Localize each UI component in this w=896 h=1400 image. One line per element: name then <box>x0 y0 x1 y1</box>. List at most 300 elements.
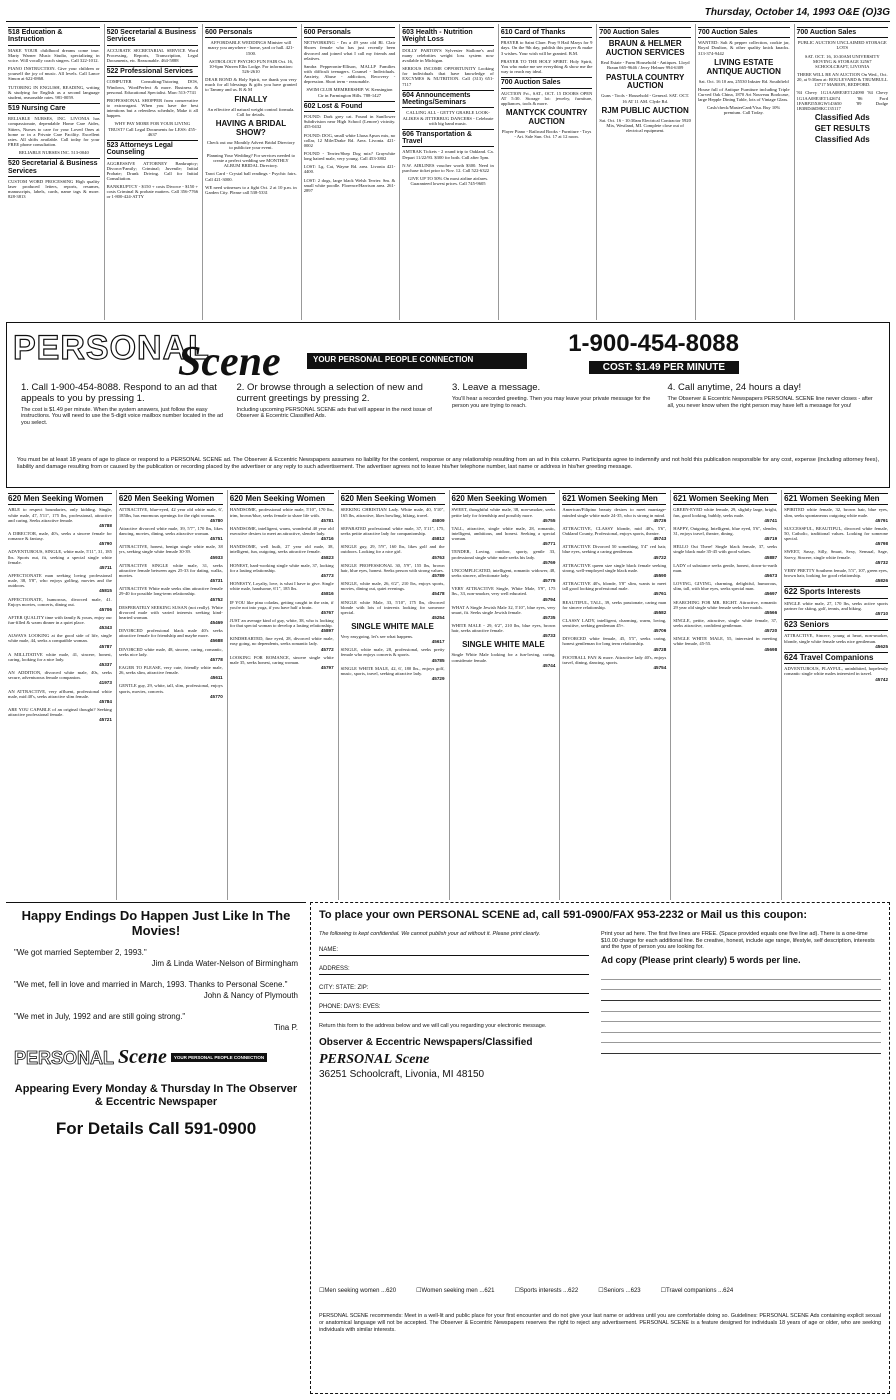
classified-ad: House full of Antique Furniture including Triple Curved Oak China, 1870 Art Nouveau Bookcase, large Hepple Dining Table, lots of Vintage Glass. <box>697 86 790 103</box>
personal-ad: HANDSOME, intelligent, warm, wonderful 40 year old executive desires to meet an attractive, slender lady. 45716 <box>229 525 334 542</box>
personal-listings <box>6 490 890 900</box>
personal-ad: UNCOMPLICATED, intelligent, romantic widower, 48, seeks sincere, affectionate lady. 45775 <box>451 567 556 584</box>
classified-ad: SAT. OCT. 16, 10:30AM UNIVERSITY MOVING & STORAGE 32567 SCHOOLCRAFT, LIVONIA <box>804 53 880 69</box>
personal-scene-mini-logo <box>14 1045 298 1071</box>
address-field[interactable]: ADDRESS: <box>319 966 589 975</box>
mailbox-code: 45728 <box>653 646 667 652</box>
mailbox-code: 45566 <box>764 609 778 615</box>
ad-headline: SINGLE WHITE MALE <box>351 622 434 632</box>
personal-scene-banner <box>6 322 890 488</box>
mailbox-code: 45741 <box>764 517 778 523</box>
classified-ad: PRAYER to Saint Clare. Pray 9 Hail Marys for 9 days. On the 9th day, publish this prayer & make 3 wishes. Your wish will be granted. B.M. <box>500 40 593 56</box>
personal-ad: ATTRACTIVE, CLASSY blonde, mid 40's, 5'6", Oakland County, Professional, enjoys sports, theatre. 45743 <box>562 525 667 542</box>
personal-ad: DIVORCED white male, 48, sincere, caring, romantic, seeks nice lady. 45778 <box>118 646 223 662</box>
classified-ad: Sat. Oct. 16 10 am, 25530 Inkster Rd. Southfield <box>698 78 789 84</box>
personal-ad: AN ADDITION, divorced white male, 40s, seeks secure, adventurous female companion. 41973 <box>8 670 112 686</box>
column-auction-b <box>695 24 792 320</box>
personal-ad: LOOKING FOR ROMANCE, sincere single white male 35, seeks honest, caring woman. 45797 <box>229 654 334 671</box>
classified-ad: NETWORKING - I'm a 49 year old Bl. Clair Shores female who has just recently been divorced and joined what I call my friends and relatives. <box>303 40 396 61</box>
listing-column-3 <box>227 490 336 900</box>
step-title: 1. Call 1-900-454-8088. Respond to an ad that appeals to you by pressing 1. <box>21 382 217 404</box>
personal-ad: ALWAYS LOOKING at the good side of life, single white male, 44, seeks a compatible woman. 45787 <box>8 633 112 649</box>
happy-endings-box <box>6 902 306 1394</box>
personal-scene-logo <box>13 329 281 385</box>
column-personals-b <box>301 24 398 320</box>
mailbox-code: 45769 <box>542 559 556 565</box>
mailbox-code: 45752 <box>209 596 223 602</box>
step-title: 4. Call anytime, 24 hours a day! <box>667 382 802 393</box>
personal-ad: Single White Male looking for a fun-loving, caring, considerate female. 45744 <box>451 652 556 668</box>
classified-ad: FOUND - Terrier/Shep Dog mix? Graywhite long haired male, very young. Call 453-3802 <box>303 150 396 162</box>
personal-ad: HELLO Out There! Single black female, 37, seeks single black male 35-45 with good values. 45887 <box>673 544 778 560</box>
column-thanks <box>498 24 595 320</box>
mailbox-code: 45775 <box>542 578 556 584</box>
mailbox-code: 45731 <box>209 578 223 584</box>
mailbox-code: 45673 <box>764 572 778 578</box>
classified-ad: COMPUTER Consulting/Tutoring DOS, Windows, WordPerfect & more. Business & personal. Educational Specialist. Marc 513-7741 <box>106 79 199 95</box>
personal-ad: JUST an average kind of guy, white, 38, who is looking for that special woman to develop a lasting relationship. 45897 <box>229 617 334 634</box>
personal-ad: DIVORCED white female, 45, 5'5", seeks caring, honest gentleman for long term relationship. 45728 <box>562 636 667 652</box>
personal-ad: LOVING, GIVING, charming, delightful, humorous, slim, tall, with blue eyes, seeks special man. 45697 <box>673 581 778 597</box>
mailbox-code: 45791 <box>875 517 888 523</box>
step-desc: The Observer & Eccentric Newspapers PERSONAL SCENE line never closes - after all, you never know when the right person may have left a message for you! <box>667 395 873 409</box>
mailbox-code: 45729 <box>431 676 445 681</box>
mailbox-code: 45787 <box>99 643 112 649</box>
classified-ad: CUSTOM WORD PROCESSING High quality laser produced letters, reports, resumes, manuscripts, labels, cards, name tags & more. 828-3813 <box>8 178 100 200</box>
category-heading: 620 Men Seeking Women <box>341 493 445 505</box>
classified-ad: Planning Your Wedding? For services needed to create a perfect wedding see MONTHLY ALBUM BRIDAL Directory. <box>206 153 296 169</box>
column-health <box>399 24 496 320</box>
checkbox-women-seeking-men[interactable]: ☐ Women seeking men ...621 <box>416 1288 494 1295</box>
personal-ad: SINGLE, petite, attractive, single white female, 37, seeks attractive, confident gentleman. 45720 <box>673 617 778 634</box>
ad-headline: FINALLY <box>234 94 268 104</box>
ad-headline: RJM PUBLIC AUCTION <box>601 105 689 115</box>
personal-ad: SEEKING CHRISTIAN Lady. White male, 40, 5'10", 165 lbs, attractive, likes bowling, biking, travel. 45809 <box>340 507 445 523</box>
classified-ad: BANKRUPTCY - $150 + costs Divorce - $150 + costs Criminal & probate matters. Call 356-7766 or 1-800-424-ATTY <box>106 184 199 200</box>
testimonial-author: Tina P. <box>273 1022 298 1032</box>
coupon-contact-section <box>319 931 589 1080</box>
mailbox-code: 45343 <box>99 625 112 631</box>
step-2 <box>237 383 445 443</box>
mailbox-code: 45711 <box>99 564 112 570</box>
checkbox-men-seeking-women[interactable]: ☐ Men seeking women ...620 <box>319 1288 396 1295</box>
personal-ad: ADVENTUROUS, PLAYFUL, uninhibited, hopelessly romantic single white males interested in travel. 45742 <box>784 666 888 682</box>
category-heading: 620 Men Seeking Women <box>230 493 334 505</box>
classified-ad: SERIOUS INCOME OPPORTUNITY Looking for individuals that have knowledge of EXCYMES & NUTRITION. Call (313) 651-7117 <box>402 66 494 87</box>
testimonial-quote: "We met, fell in love and married in March, 1993. Thanks to Personal Scene." <box>14 979 288 989</box>
classified-ad: WHY PAY MORE FOR YOUR LIVING TRUST? Call Legal Documents for LESS: 455-4637 <box>108 121 197 137</box>
personal-ad: SINGLE WHITE MALE, 42, 6', 180 lbs., enjoys golf, music, sports, travel, seeking attractive lady. 45729 <box>340 665 445 681</box>
testimonial-quote: "We met in July, 1992 and are still going strong." <box>14 1011 186 1021</box>
mailbox-code: 45778 <box>209 656 223 662</box>
ad-headline: Classified Ads <box>814 113 870 123</box>
category-heading: 603 Health - Nutrition Weight Loss <box>402 27 494 46</box>
personal-ad: Very easygoing, let's see what happens. 45617 <box>340 634 445 645</box>
classified-ad: RELIABLE NURSES, INC. LIVONIA has compassionate, dependable Home Care Aides, Sitters, Nurses to care for your Loved Ones at home or in a Private Care Facility. Excellent rates. All shifts available. Call today for your FREE phone consultation. <box>8 116 100 147</box>
classified-ad: MAKE YOUR childhood dreams come true. Marty Warner Music Studio, specializing in voice. Will vocally coach singers. Call 322-1012. <box>8 47 100 63</box>
logo-personal: PERSONAL <box>13 329 210 367</box>
classified-ad: LOST: Lg. Cat, Wayne Rd. area. Livonia 421-4400. <box>303 164 396 175</box>
personal-ad: ADVENTUROUS, SINGLE, white male, 5'11", 31, 185 lbs. Sports nut, fit, seeking a special single white female. 45711 <box>8 549 112 570</box>
mailbox-code: 45788 <box>99 522 112 528</box>
mailbox-code: 45735 <box>542 614 556 620</box>
details-phone[interactable]: For Details Call 591-0900 <box>55 1118 257 1138</box>
coupon-ad-copy-section <box>601 931 881 1059</box>
mailbox-code: 45772 <box>320 646 334 652</box>
mailbox-code: 45887 <box>764 554 778 560</box>
classified-ad: Check out our Monthly Advert Bridal Directory to publicize your event. <box>206 139 295 150</box>
mailbox-code: 45761 <box>653 591 667 597</box>
mailbox-code: 45789 <box>431 572 445 578</box>
personal-ad: ATTRACTIVE Divorced 50 something, 5'4" red hair, blue eyes, seeking a caring gentleman. 45722 <box>562 544 667 560</box>
ad-headline: HAVING A BRIDAL SHOW? <box>215 118 287 137</box>
category-heading: 623 Seniors <box>784 619 888 631</box>
mailbox-code: 45771 <box>542 541 556 547</box>
mailbox-code: 45710 <box>875 610 888 616</box>
mailbox-code: 45590 <box>653 572 667 578</box>
classified-ad: RELIABLE NURSES INC. 513-0040 <box>18 150 89 156</box>
category-heading: 700 Auction Sales <box>599 27 691 38</box>
classified-ad: AGGRESSIVE ATTORNEY Bankruptcy; Divorce/Family; Criminal; Juvenile; Initial Probate; Drunk Driving. Call for Initial Consultation. <box>106 160 199 181</box>
classified-ad: THERE WILL BE AN AUCTION On Wed., Oct. 20, at 9:30am at: BOULEVARD & TRUMBULL 13717 MARION, REDFORD. <box>796 72 888 88</box>
classified-ad: Guns - Tools - Household - General. SAT. OCT. 16 AT 11 AM. Clyde Rd. <box>601 93 690 104</box>
personal-ad: SUCCESSFUL, BEAUTIFUL, divorced white female, 50, Catholic, traditional values. Looking for someone special. 45798 <box>784 525 888 547</box>
phone-field[interactable]: PHONE: DAYS: EVES: <box>319 1004 589 1013</box>
personal-ad: LADY of substance seeks gentle, honest, down-to-earth man. 45673 <box>673 562 778 578</box>
mailbox-code: 45254 <box>431 614 445 620</box>
ad-headline: GET RESULTS <box>814 123 870 133</box>
personal-ad: SINGLE, white male, 26, 6'2", 210 lbs, enjoys sports, movies, dining out, quiet evenings. 45478 <box>340 581 445 597</box>
classified-ad: ACCURATE SECRETARIAL SERVICE Word Processing, Reports, Transcription, Legal Documents, etc. Reasonable. 464-5888 <box>106 47 199 63</box>
category-checkboxes <box>319 1288 881 1295</box>
header-dateline: Thursday, October 14, 1993 O&E (O)3G <box>704 6 890 18</box>
classified-ad: AFFORDABLE WEDDINGS Minister will marry you anywhere - home, yard or hall. 421-1500. <box>207 40 295 56</box>
ad-headline: LIVING ESTATE ANTIQUE AUCTION <box>706 57 781 76</box>
category-heading: 523 Attorneys Legal Counseling <box>107 140 199 159</box>
personal-ad: HANDSOME, well built, 27 year old male, 38, intelligent, fun, outgoing, seeks attractive female. 45823 <box>229 544 334 560</box>
mailbox-code: 45751 <box>209 536 223 542</box>
listing-column-2 <box>116 490 225 900</box>
listing-column-8 <box>781 490 890 900</box>
column-auction-a <box>596 24 693 320</box>
mailbox-code: 45754 <box>653 665 667 671</box>
column-auction-c <box>794 24 891 320</box>
personal-ad: VERY PRETTY Southern female, 5'3", 107, green eyes, brown hair, looking for good relationship. 45826 <box>784 567 888 584</box>
classified-ad: WANTED: Salt & pepper collection, cookie jar, Royal Doulton, & other quality knick knacks. 313-374-9442 <box>697 40 790 56</box>
category-heading: 522 Professional Services <box>107 66 199 77</box>
mailbox-code: 45722 <box>653 554 667 560</box>
checkbox-sports-interests[interactable]: ☐ Sports interests ...622 <box>514 1288 578 1295</box>
personal-ad: FOOTBALL FAN & more. Attractive lady 40's, enjoys travel, dining, dancing, sports. 45754 <box>562 654 667 671</box>
mailbox-code: 45897 <box>320 628 334 634</box>
category-heading: 606 Transportation & Travel <box>402 129 494 148</box>
classified-ad: WE need witnesses to a fight Oct. 2 at 10 p.m. in Garden City. Please call 538-5331 <box>205 184 297 195</box>
mailbox-code: 45933 <box>209 554 223 560</box>
publisher-personal-scene: PERSONAL Scene <box>319 1051 430 1067</box>
mailbox-code: 45797 <box>320 665 334 671</box>
category-heading: 602 Lost & Found <box>304 101 396 112</box>
happy-endings-title: Happy Endings Do Happen Just Like In The Movies! <box>21 908 291 938</box>
mini-logo-scene: Scene <box>118 1046 167 1069</box>
step-desc: You'll hear a recorded greeting. Then you may leave your private message for the person you are trying to reach. <box>452 395 651 409</box>
mailbox-code: 45794 <box>542 596 556 602</box>
mailbox-code: 45721 <box>99 717 112 723</box>
category-heading: 621 Women Seeking Men <box>673 493 777 505</box>
checkbox-seniors[interactable]: ☐ Seniors ...623 <box>598 1288 640 1295</box>
classified-ad: GIVE UP TO 50% On most airline airfares. Guaranteed lowest prices. Call 745-9605 <box>407 176 489 187</box>
classified-ad: PIANO INSTRUCTION. Give your children or yourself the joy of music. All levels. Call Lance Simon at 622-0868. <box>8 66 100 82</box>
classified-ad: Cash/check/MasterCard/Visa. Buy 10% premium. Call Today. <box>707 105 781 116</box>
column-personals-a <box>202 24 299 320</box>
classified-ad: An effective all natural weight control formula. Call for details. <box>207 106 295 117</box>
mailbox-code: 45706 <box>99 606 112 612</box>
personal-ad: IF YOU like pina coladas, getting caught in the rain, if you're not into yoga, if you have half a brain. 45767 <box>229 599 334 615</box>
mailbox-code: 45733 <box>542 633 556 639</box>
ad-headline: PASTULA COUNTRY AUCTION <box>605 72 685 91</box>
mailbox-code: 45784 <box>99 698 112 704</box>
return-instructions: Return this form to the address below and we will call you regarding your electronic message. <box>319 1023 547 1030</box>
publisher-address: 36251 Schoolcraft, Livonia, MI 48150 <box>319 1069 485 1081</box>
ad-headline: BRAUN & HELMER AUCTION SERVICES <box>605 39 685 58</box>
ad-order-coupon <box>310 902 890 1394</box>
personal-ad: SWEET, thoughtful white male, 38, non-smoker, seeks petite lady for friendship and possibly more. 45755 <box>451 507 556 523</box>
mailbox-code: 45815 <box>99 588 112 594</box>
category-heading: 700 Auction Sales <box>698 27 790 38</box>
mailbox-code: 45625 <box>875 643 888 649</box>
personal-ad: AFFECTIONATE man seeking loving professional male, 38, 5'8", who enjoys golfing, movies and the outdoors. 45815 <box>8 572 112 594</box>
personal-ad: HAPPY, Outgoing, Intelligent, blue eyed, 5'6", slender, 31, enjoys travel, theatre, dining. 45719 <box>673 525 778 542</box>
classified-ad: AMTRAK Tickets - 2 round trip to Oakland. Ca. Depart 11/22/93. $300 for both. Call after 5pm. <box>402 149 494 160</box>
mailbox-code: 45823 <box>320 554 334 560</box>
instruction-steps <box>21 383 875 443</box>
personal-ad: ATTRACTIVE, Sincere, young at heart, non-smoker, blonde, single white female seeks nice gentleman. 45625 <box>784 633 888 649</box>
phone-number[interactable]: 1-900-454-8088 <box>568 330 739 357</box>
personal-ad: SEPARATED professional white male, 37, 5'11", 175, seeks petite attractive lady for companionship. 45812 <box>340 525 445 542</box>
category-heading: 600 Personals <box>304 27 396 38</box>
classified-ad: FOUND: DOG, small white Lhasa Apsos mix, no collar, 12 Mile/Drake Rd. Area. Livonia. 421-0002 <box>303 132 396 148</box>
mailbox-code: 45716 <box>320 536 334 542</box>
personal-ad: HONESTY, Loyalty, love, is what I have to give. Single white male, handsome, 6'1", 185 lbs. 45816 <box>229 581 334 597</box>
personal-ad: Attractive divorced white male, 39, 5'7", 170 lbs, likes dancing, movies, dining, seeks attractive woman. 45751 <box>118 525 223 542</box>
personal-ad: ATTRACTIVE, blue-eyed, 42 year old white male, 6', 185lbs, has enormous openings for the right woman. 45780 <box>118 507 223 523</box>
category-heading: 700 Auction Sales <box>501 77 593 88</box>
mailbox-code: 45816 <box>320 591 334 597</box>
mailbox-code: 45826 <box>875 578 888 584</box>
mailbox-code: 45770 <box>209 693 223 699</box>
classified-ad: Sat. Oct. 16 - 10:30am Electrical Contractor 5920 Mix, Westland, MI. Complete close out of electrical equipment. <box>599 117 691 133</box>
mailbox-code: 45742 <box>875 676 888 682</box>
mailbox-code: 45763 <box>431 554 445 560</box>
mailbox-code: 41973 <box>99 680 112 686</box>
personal-ad: TENDER, Loving, outdoor, sporty, gentle 33, professional single white male seeks his lady. 45769 <box>451 549 556 565</box>
mailbox-code: 45719 <box>764 536 778 542</box>
mailbox-code: 45478 <box>431 591 445 597</box>
ad-headline: SINGLE WHITE MALE <box>462 640 545 650</box>
classified-top-band <box>6 24 890 320</box>
personal-ad: A MILLITATIVE white male, 41, sincere, honest, caring, looking for a nice lady. 45337 <box>8 651 112 668</box>
personal-ad: SPIRITED white female, 32, brown hair, blue eyes, slim, seeks spontaneous outgoing white male. 45791 <box>784 507 888 523</box>
mailbox-code: 45798 <box>875 541 888 547</box>
ad-instructions: Print your ad here. The first five lines are FREE. (Space provided equals one five line ad). There is a one-time $10.00 charge for each additional line. Be creative, honest, include age range, lifestyle, self description, interests and the type of person you are looking for. <box>601 931 875 951</box>
cost-per-minute: COST: $1.49 PER MINUTE <box>589 361 739 374</box>
personal-ad: GENTLE guy, 29, white, tall, slim, professional, enjoys sports, movies, concerts. 45770 <box>118 683 223 699</box>
classified-ad: ASTROLOGY PSYCHO FUN FAIR Oct. 16, 10-6pm Warren Elks Lodge. For information: 526-2610 <box>208 58 294 75</box>
listing-column-4 <box>338 490 447 900</box>
mailbox-code: 45611 <box>210 675 223 681</box>
publisher-name: Observer & Eccentric Newspapers/Classified <box>319 1037 533 1049</box>
mailbox-code: 45809 <box>431 517 445 523</box>
mini-logo-tagline: YOUR PERSONAL PEOPLE CONNECTION <box>171 1053 267 1062</box>
classified-ad: PUBLIC AUCTION UNCLAIMED STORAGE LOTS <box>797 40 887 51</box>
personal-ad: ATTRACTIVE 40's, blonde, 5'8" slim, wants to meet tall good looking professional male. 45761 <box>562 581 667 597</box>
personal-ad: SINGLE PROFESSIONAL 30, 5'9", 155 lbs, brown hair, blue eyes, honest. Seeks person with strong values. 45789 <box>340 562 445 578</box>
personal-ad: ATTRACTIVE SINGLE white male, 31, seeks attractive female between ages 25-33 for dating, walks, movies. 45731 <box>118 562 223 584</box>
personal-ad: AFTER QUALITY time with family & yours, enjoy our fun-filled & warm dinner in a quiet place. 45343 <box>8 614 112 631</box>
personal-ad: SWEET, Sassy, Silly, Smart, Sexy, Sensual, Sage, Savvy, Sincere, single white female. 45732 <box>784 549 888 565</box>
personal-ad: AN ATTRACTIVE, very affluent, professional white male, mid 40's, seeks attractive slim female. 45784 <box>8 688 112 704</box>
category-heading: 520 Secretarial & Business Services <box>107 27 199 46</box>
category-heading: 622 Sports Interests <box>784 586 888 598</box>
mailbox-code: 45706 <box>653 628 667 634</box>
classified-ad: CALLING ALL - GETTY GRABLE LOOK-ALIKES & JITTERBUG DANCERS - Celebrate with big band music. <box>402 110 494 126</box>
step-title: 3. Leave a message. <box>452 382 541 393</box>
listing-column-6 <box>559 490 668 900</box>
personal-ad: SEARCHING FOR MR. RIGHT. Attractive, romantic 29 year old single white female seeks her match. 45566 <box>673 599 778 615</box>
step-desc: Including upcoming PERSONAL SCENE ads that will appear in the next issue of Observer & Eccentric Classified Ads. <box>236 406 432 420</box>
coupon-confidential-note: The following is kept confidential. We cannot publish your ad without it. Please print clearly. <box>319 931 541 937</box>
logo-scene: Scene <box>178 339 281 385</box>
personal-ad: AFFECTIONATE, humorous, divorced male, 41. Enjoys movies, concerts, dining out. 45706 <box>8 596 112 612</box>
name-field[interactable]: NAME: <box>319 947 589 956</box>
personal-ad: VERY ATTRACTIVE Single, White Male, 5'9", 175 lbs., 33, non-smoker, very well educated. 45794 <box>451 586 556 602</box>
classified-ad: PRAYER TO THE HOLY SPIRIT. Holy Spirit, You who make me see everything & show me the way to reach my ideal. <box>500 58 593 75</box>
ad-headline: Classified Ads <box>814 134 870 144</box>
classified-ad: Player Piano - Railroad Books - Furniture - Toys - Art. Sale Sun. Oct. 17 at 12 noon. <box>501 128 592 139</box>
mailbox-code: 45744 <box>542 662 556 668</box>
column-secretarial <box>104 24 201 320</box>
personal-ad: WHITE MALE - 29, 6'2", 210 lbs, blue eyes, brown hair, seeks attractive female. 45733 <box>451 623 556 639</box>
classified-ad: '84 Chevy 1G1AA08E3ET124090 '84 Chevy 1G1AA08E3ET142674 '86 Ford 1FABP25X0GW143650 '89 Dodge 1B3BD46D8KC135117 <box>796 90 889 111</box>
mailbox-code: 45767 <box>320 609 334 615</box>
classified-ad: N.W. AIRLINES voucher worth $300. Need in purchase ticket prior to Nov. 12. Call 522-6322 <box>402 162 494 173</box>
personal-ad: DESPERATELY SEEKING SUSAN (not really). White divorced male with varied interests seeking kind-hearted woman. 45469 <box>118 604 223 626</box>
personal-ad: TALL, attractive, single white male, 28, romantic, intelligent, ambitious, and honest. Seeking a special woman. 45771 <box>451 525 556 547</box>
personal-ad: SINGLE guy, 29, 5'9", 160 lbs, likes golf and the outdoors. Looking for a nice girl. 45763 <box>340 544 445 560</box>
listing-column-1 <box>6 490 114 900</box>
appearing-notice: Appearing Every Monday & Thursday In The Observer & Eccentric Newspaper <box>14 1082 298 1108</box>
classified-ad: AUCTION Fri., SAT., OCT. 15 DOORS OPEN AT 5:30. Storage lot: jewelry, furniture, appliances, tools & more. <box>500 90 593 106</box>
classified-ad: LOST: 2 dogs, large black Welsh Terrier. Sm. & small white poodle. Florence/Harrison area. 261-2897 <box>303 177 396 193</box>
personal-ad: SINGLE white male, 27, 170 lbs, seeks active sports partner for skiing, golf, tennis, and biking. 45710 <box>784 600 888 616</box>
personal-ad: ATTRACTIVE White male seeks slim attractive female 29-40 for possible long-term relationship. 45752 <box>118 586 223 602</box>
legal-disclaimer: You must be at least 18 years of age to place or respond to a PERSONAL SCENE ad. The Observer & Eccentric Newspapers assumes no liability for the content, response or any relationship resulting from an ad in this column. Participants agree to indemnify and not hold this publication responsible for any cost, expense (including attorney fees), liability and damage resulting from or caused by the publication or recording placed by the advertiser or any reply to such advertisement. The advertiser agrees not to leave his/her telephone number, last name or address in his/her greeting message. <box>17 457 879 470</box>
step-4 <box>668 383 876 443</box>
mailbox-code: 45790 <box>99 541 112 547</box>
page-header <box>6 4 890 22</box>
category-heading: 600 Personals <box>205 27 297 38</box>
listing-column-5 <box>449 490 558 900</box>
personal-ad: ATTRACTIVE, honest, benign single white male, 38 yrs, seeking single white female 30-39. 45933 <box>118 544 223 560</box>
personal-ad: DIVORCED professional black male 40's seeks attractive female for friendship and maybe more. 45688 <box>118 628 223 644</box>
classified-ad: FOUND: Dark grey cat. Found in Sunflower Subdivision near High School (Lenore) vicinity. 455-0432 <box>303 114 396 130</box>
personal-ad: HANDSOME, professional white male, 5'10", 170 lbs, trim, brown/blue, seeks female to share life with. 45781 <box>229 507 334 523</box>
mailbox-code: 45720 <box>764 628 778 634</box>
ad-copy-label: Ad copy (Please print clearly) 5 words per line. <box>601 954 801 965</box>
personal-ad: CLASSY LADY, intelligent, charming, warm, loving, sensitive, seeking gentleman 45+. 45706 <box>562 617 667 634</box>
personal-ad: EAGER TO PLEASE, very cute, friendly white male, 26, seeks slim, attractive female. 45611 <box>118 665 223 681</box>
classified-ad: DEAR BOND & Holy Spirit, we thank you very much for all blessings & gifts you have granted to Tammy and us. R & M <box>205 77 297 93</box>
personal-ad: A DIRECTOR, male, 40's, seeks a sincere female for romance & fantasy. 45790 <box>8 530 112 547</box>
personal-ad: HONEST, hard-working single white male, 37, looking for a lasting relationship. 45773 <box>229 562 334 578</box>
personal-ad: WHAT A Single Jewish Male 32, 5'10", blue eyes, very smart, fit. Seeks single Jewish female. 45735 <box>451 604 556 620</box>
personal-ad: ATTRACTIVE queen size single black female seeking strong, well-employed single black male. 45590 <box>562 562 667 578</box>
category-heading: 520 Secretarial & Business Services <box>8 158 100 177</box>
category-heading: 621 Women Seeking Men <box>562 493 666 505</box>
category-heading: 610 Card of Thanks <box>501 27 593 38</box>
personal-ad: BEAUTIFUL, TALL, 39, seeks passionate, caring man for sincere relationship. 45582 <box>562 599 667 615</box>
mailbox-code: 45785 <box>431 657 445 663</box>
category-heading: 604 Announcements Meetings/Seminars <box>402 90 494 109</box>
personal-ad: SINGLE, white male, 28, professional, seeks pretty female who enjoys concerts & sports. 45785 <box>340 647 445 663</box>
mailbox-code: 45780 <box>209 517 223 523</box>
step-3 <box>452 383 660 443</box>
city-state-zip-field[interactable]: CITY: STATE: ZIP: <box>319 985 589 994</box>
testimonial-quote: "We got married September 2, 1993." <box>14 947 147 957</box>
classified-ad: DOLLY PARTON'S Sylvester Stallone's and many celebrities weight loss system now available in Michigan. <box>402 47 494 63</box>
testimonial-author: Jim & Linda Water-Nelson of Birmingham <box>151 958 298 968</box>
classified-ad: SWIM CLUB MEMBERSHIP. W. Kensington Cir in Farmington Hills. 788-1427 <box>306 87 393 98</box>
step-title: 2. Or browse through a selection of new and current greetings by pressing 2. <box>236 382 423 404</box>
step-1 <box>21 383 229 443</box>
mini-logo-personal: PERSONAL <box>14 1047 115 1068</box>
ad-headline: MANTYCK COUNTRY AUCTION <box>505 107 588 126</box>
category-heading: 519 Nursing Care <box>8 103 100 114</box>
category-heading: 621 Women Seeking Men <box>784 493 888 505</box>
category-heading: 700 Auction Sales <box>797 27 889 38</box>
ad-copy-lines[interactable] <box>601 969 881 1059</box>
step-desc: The cost is $1.49 per minute. When the system answers, just follow the easy instructions. You will need to use the 5-digit voice mailbox number located in the ad you select. <box>21 406 224 427</box>
personal-ad: American/Filipino beauty desires to meet marriage-minded single white male 24-35, who is strong in mind. 45726 <box>562 507 667 523</box>
personal-ad: SINGLE WHITE MALE, 55, interested in meeting white female, 45-55. 45698 <box>673 636 778 652</box>
mailbox-code: 45337 <box>99 662 112 668</box>
mailbox-code: 45732 <box>875 559 888 565</box>
banner-tagline: YOUR PERSONAL PEOPLE CONNECTION <box>307 353 527 369</box>
classified-ad: PROFESSIONAL SHOPPER from conservative to extravagant. When you have the best intentions but a relentless schedule, Make it all happen. <box>106 97 199 119</box>
listing-column-7 <box>670 490 779 900</box>
mailbox-code: 45617 <box>431 639 445 645</box>
mailbox-code: 45469 <box>209 620 223 626</box>
mailbox-code: 45688 <box>209 638 223 644</box>
classified-ad: Tarot Card - Crystal ball readings - Psychic fairs. Call 421-3000. <box>205 171 297 182</box>
classified-ad: TUTORING IN ENGLISH, READING, writing & studying for English as a second language student, reasonable rates. 981-0059. <box>8 84 100 100</box>
checkbox-travel-companions[interactable]: ☐ Travel companions ...624 <box>661 1288 734 1295</box>
testimonial-author: John & Nancy of Plymouth <box>203 990 298 1000</box>
mailbox-code: 45781 <box>320 517 334 523</box>
personal-ad: ARE YOU CAPABLE of an original thought? Seeking attractive professional female. 45721 <box>8 707 112 723</box>
classified-ad: Real Estate - Farm Household - Antiques. Lloyd Braun 665-9646 / Jerry Helmer 994-6309 <box>600 60 690 71</box>
personal-ad: ABLE to respect boundaries, only kidding. Single, white male, 47, 5'11", 175 lbs, professional, attractive and caring. Seeks attractive female. 45788 <box>8 507 112 528</box>
mailbox-code: 45812 <box>431 536 445 542</box>
personal-ad: GREEN-EYED white female, 29, slightly large, bright, fun, good looking, bubbly, seeks male. 45741 <box>673 507 778 523</box>
category-heading: 518 Education & Instruction <box>8 27 100 46</box>
mailbox-code: 45773 <box>320 572 334 578</box>
category-heading: 620 Men Seeking Women <box>119 493 223 505</box>
classified-ad: Sandra Pepperonin-Ellison, MALLP Families with difficult teenagers. Counsel - Individuals. Anxiety, Abuse - addiction, Recovery - depression. Short term - reasonable. <box>303 63 396 85</box>
coupon-guidelines: PERSONAL SCENE recommends: Meet in a well-lit and public place for your first encounter and do not give your last name or address until you are comfortable doing so. Guidelines: PERSONAL SCENE Ads containing explicit sexual or anatomical language will not be accepted. The Observer & Eccentric Newspapers reserves the right to reject any advertisement. PERSONAL SCENE is a feature designed for individuals 18 years of age or older, who are seeking individuals with similar interests. <box>319 1313 881 1333</box>
personal-ad: KINDHEARTED, fine eyed, 28, divorced white male, easy going, no dependents, seeks romantic lady. 45772 <box>229 636 334 652</box>
category-heading: 624 Travel Companions <box>784 652 888 664</box>
coupon-title: To place your own PERSONAL SCENE ad, call 591-0900/FAX 953-2232 or Mail us this coupon: <box>319 909 808 921</box>
